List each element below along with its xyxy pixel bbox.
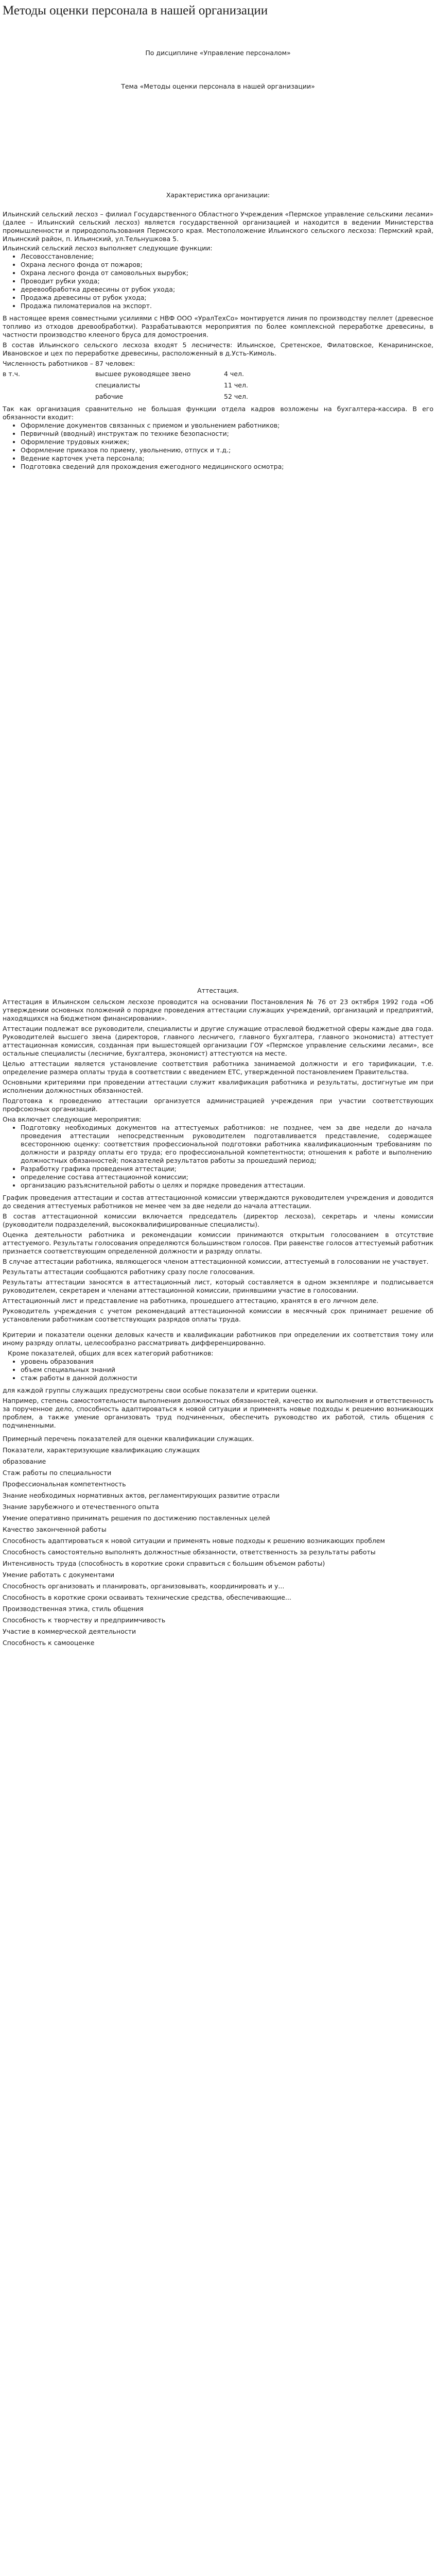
topic-block <box>0 82 436 91</box>
list-item: • Оформление приказов по приему, увольнению, отпуск и т.д.; <box>21 446 432 454</box>
att-paragraph: Кроме показателей, общих для всех категорий работников: <box>8 1349 214 1357</box>
att-paragraph: Целью аттестации является установление соответствия работника занимаемой должности и его тарификации, т.е. определение размера оплаты труда в соответствии с введением ЕТС, утвержденной постановлением Правительства. <box>3 1060 433 1076</box>
common-criteria-list <box>0 1358 436 1382</box>
list-item: • Охрана лесного фонда от самовольных вырубок; <box>21 269 432 277</box>
staff-count: 11 чел. <box>224 381 248 389</box>
duties-list <box>0 421 436 471</box>
org-paragraph: Ильинский сельский лесхоз выполняет следующие функции: <box>3 244 213 252</box>
indicator-line: Способность организовать и планировать, организовывать, координировать и у... <box>3 1582 285 1590</box>
list-item: • Ведение карточек учета персонала; <box>21 454 432 463</box>
indicator-line: Способность в короткие сроки осваивать технические средства, обеспечивающие... <box>3 1594 291 1601</box>
list-item: • Первичный (вводный) инструктаж по технике безопасности; <box>21 430 432 438</box>
att-paragraph: В случае аттестации работника, являющегося членом аттестационной комиссии, аттестуемый в голосовании не участвует. <box>3 1258 429 1265</box>
indicator-line: Умение оперативно принимать решения по достижению поставленных целей <box>3 1514 270 1522</box>
att-paragraph: В состав аттестационной комиссии включается председатель (директор лесхоза), секретарь и члены комиссии (руководители подразделений, высококвалифицированные специалисты). <box>3 1212 433 1228</box>
list-item: • организацию разъяснительной работы о целях и порядке проведения аттестации. <box>21 1181 432 1190</box>
att-paragraph: Она включает следующие мероприятия: <box>3 1115 142 1123</box>
indicator-line: Участие в коммерческой деятельности <box>3 1628 136 1635</box>
staff-prefix <box>3 393 95 401</box>
indicator-line: Способность самостоятельно выполнять должностные обязанности, ответственность за результаты работы <box>3 1548 376 1556</box>
att-paragraph: Например, степень самостоятельности выполнения должностных обязанностей, качество их выполнения и ответственность за порученное дело, способность адаптироваться к новой ситуации и применять новые подходы к решению возникающих проблем, а также умение организовать труд подчиненных, обеспечить руководство их работой, стиль общения с подчиненными. <box>3 1397 433 1429</box>
att-section <box>0 998 436 1647</box>
staff-row <box>3 370 433 378</box>
att-paragraph: Аттестационный лист и представление на работника, прошедшего аттестацию, хранятся в его личном деле. <box>3 1297 379 1304</box>
staff-count: 52 чел. <box>224 393 248 400</box>
indicator-line: Знание необходимых нормативных актов, регламентирующих развитие отрасли <box>3 1492 280 1499</box>
att-paragraph: Результаты аттестации заносятся в аттестационный лист, который составляется в одном экземпляре и подписывается руководителем, секретарем и членами аттестационной комиссии, принявшими участие в голосовании. <box>3 1278 433 1294</box>
list-item: • определение состава аттестационной комиссии; <box>21 1173 432 1181</box>
discipline-block <box>0 49 436 57</box>
indicator-line: Профессиональная компетентность <box>3 1480 126 1488</box>
staff-prefix <box>3 381 95 389</box>
list-item: • Охрана лесного фонда от пожаров; <box>21 261 432 269</box>
indicator-line: Качество законченной работы <box>3 1526 107 1533</box>
list-item: • уровень образования <box>21 1358 432 1366</box>
indicator-line: Показатели, характеризующие квалификацию служащих <box>3 1446 200 1454</box>
list-item: • Подготовка сведений для прохождения ежегодного медицинского осмотра; <box>21 463 432 471</box>
list-item: • деревообработка древесины от рубок ухода; <box>21 285 432 294</box>
att-paragraph: Критерии и показатели оценки деловых качеств и квалификации работников при определении их соответствия тому или иному разряду оплаты, целесообразно рассматривать дифференцированно. <box>3 1331 433 1347</box>
indicator-line: образование <box>3 1458 46 1465</box>
indicator-line: Интенсивность труда (способность в короткие сроки справиться с большим объемом работы) <box>3 1560 325 1567</box>
org-heading-block <box>0 191 436 199</box>
staff-count: 4 чел. <box>224 370 244 378</box>
att-paragraph: Аттестации подлежат все руководители, специалисты и другие служащие отраслевой бюджетной сферы каждые два года. Руководителей высшего звена (директоров, главного лесничего, главного бухгалтера, главного экономиста) аттестует аттестационная комиссия, созданная при вышестоящей организации ГОУ «Пермское управление сельскими лесами», все остальные специалисты (лесничие, бухгалтера, экономист) аттестуются на месте. <box>3 1025 433 1057</box>
att-paragraph: График проведения аттестации и состав аттестационной комиссии утверждаются руководителем учреждения и доводится до сведения аттестуемых работников не менее чем за две недели до начала аттестации. <box>3 1194 433 1210</box>
list-item: • Оформление документов связанных с приемом и увольнением работников; <box>21 421 432 430</box>
page-title: Методы оценки персонала в нашей организации <box>3 4 268 18</box>
org-paragraph: Так как организация сравнительно не большая функции отдела кадров возложены на бухгалтера-кассира. В его обязанности входит: <box>3 405 433 421</box>
att-paragraph: для каждой группы служащих предусмотрены свои особые показатели и критерии оценки. <box>3 1386 318 1394</box>
staff-category: специалисты <box>95 381 141 389</box>
org-paragraph: Численность работников – 87 человек: <box>3 360 135 367</box>
measures-list <box>0 1124 436 1190</box>
staff-category: рабочие <box>95 393 124 400</box>
org-paragraph: Ильинский сельский лесхоз – филиал Государственного Областного Учреждения «Пермское управление сельскими лесами» (далее – Ильинский сельский лесхоз) является государственной организацией и находится в ведении Министерства промышленности и природопользования Пермского края. Местоположение Ильинского сельского лесхоза: Пермский край, Ильинский район, п. Ильинский, ул.Тельнушкова 5. <box>3 210 433 243</box>
list-item: • Лесовосстановление; <box>21 252 432 261</box>
org-paragraph: В настоящее время совместными усилиями с НВФ ООО «УралТехСо» монтируется линия по производству пеллет (древесное топливо из отходов древообработки). Разрабатываются мероприятия по более комплексной переработке древесины, в частности производство клееного бруса для домостроения. <box>3 314 433 338</box>
indicator-line: Умение работать с документами <box>3 1571 115 1579</box>
list-item: • Подготовку необходимых документов на аттестуемых работников: не позднее, чем за две недели до начала проведения аттестации непосредственным руководителем подготавливается представление, содержащее всестороннюю оценку: соответствия профессиональной подготовки работника квалификационным требованиям по должности и разряду оплаты его труда; его профессиональной компетентности; отношения к работе и выполнению должностных обязанностей; показателей результатов работы за прошедший период; <box>21 1124 432 1165</box>
list-item: • Продажа пиломатериалов на экспорт. <box>21 302 432 310</box>
indicator-line: Способность к самооценке <box>3 1639 95 1647</box>
org-heading: Характеристика организации: <box>166 191 270 199</box>
att-paragraph: Аттестация в Ильинском сельском лесхозе проводится на основании Постановления № 76 от 23 октября 1992 года «Об утверждении основных положений о порядке проведения аттестации служащих учреждений, организаций и предприятий, находящихся на бюджетном финансировании». <box>3 998 433 1022</box>
att-heading: Аттестация. <box>197 987 239 994</box>
indicator-line: Производственная этика, стиль общения <box>3 1605 144 1613</box>
att-paragraph: Основными критериями при проведении аттестации служит квалификация работника и результаты, достигнутые им при исполнении должностных обязанностей. <box>3 1078 433 1094</box>
staff-prefix: в т.ч. <box>3 370 20 378</box>
indicator-line: Знание зарубежного и отечественного опыта <box>3 1503 159 1511</box>
discipline-line: По дисциплине «Управление персоналом» <box>145 49 291 57</box>
indicator-line: Способность адаптироваться к новой ситуации и применять новые подходы к решению возникающих проблем <box>3 1537 385 1545</box>
list-item: • объем специальных знаний <box>21 1366 432 1374</box>
topic-line: Тема «Методы оценки персонала в нашей организации» <box>121 82 315 90</box>
att-paragraph: Оценка деятельности работника и рекомендации комиссии принимаются открытым голосованием в отсутствие аттестуемого. Результаты голосования определяются большинством голосов. При равенстве голосов аттестуемый работник признается соответствующим определенной должности и разряду оплаты. <box>3 1231 433 1255</box>
att-paragraph: Подготовка к проведению аттестации организуется администрацией учреждения при участии соответствующих профсоюзных организаций. <box>3 1097 433 1113</box>
functions-list <box>0 252 436 310</box>
list-item: • Оформление трудовых книжек; <box>21 438 432 446</box>
staff-category: высшее руководящее звено <box>95 370 191 378</box>
list-item: • стаж работы в данной должности <box>21 1374 432 1382</box>
org-section <box>0 210 436 471</box>
org-paragraph: В состав Ильинского сельского лесхоза входят 5 лесничеств: Ильинское, Сретенское, Филатовское, Кенарининское, Ивановское и цех по переработке древесины, расположенный в д.Усть-Кимоль. <box>3 341 433 357</box>
list-item: • Разработку графика проведения аттестации; <box>21 1165 432 1173</box>
att-paragraph: Результаты аттестации сообщаются работнику сразу после голосования. <box>3 1268 255 1276</box>
staff-row <box>3 381 433 389</box>
staff-row <box>3 393 433 401</box>
indicator-line: Стаж работы по специальности <box>3 1469 112 1477</box>
att-heading-block <box>0 987 436 995</box>
indicators-list <box>0 1446 436 1647</box>
list-item: • Продажа древесины от рубок ухода; <box>21 294 432 302</box>
list-item: • Проводит рубки ухода; <box>21 277 432 285</box>
att-paragraph: Руководитель учреждения с учетом рекомендаций аттестационной комиссии в месячный срок принимает решение об установлении работникам соответствующих разрядов оплаты труда. <box>3 1307 433 1323</box>
att-paragraph: Примерный перечень показателей для оценки квалификации служащих. <box>3 1435 254 1443</box>
indicator-line: Способность к творчеству и предприимчивость <box>3 1616 166 1624</box>
